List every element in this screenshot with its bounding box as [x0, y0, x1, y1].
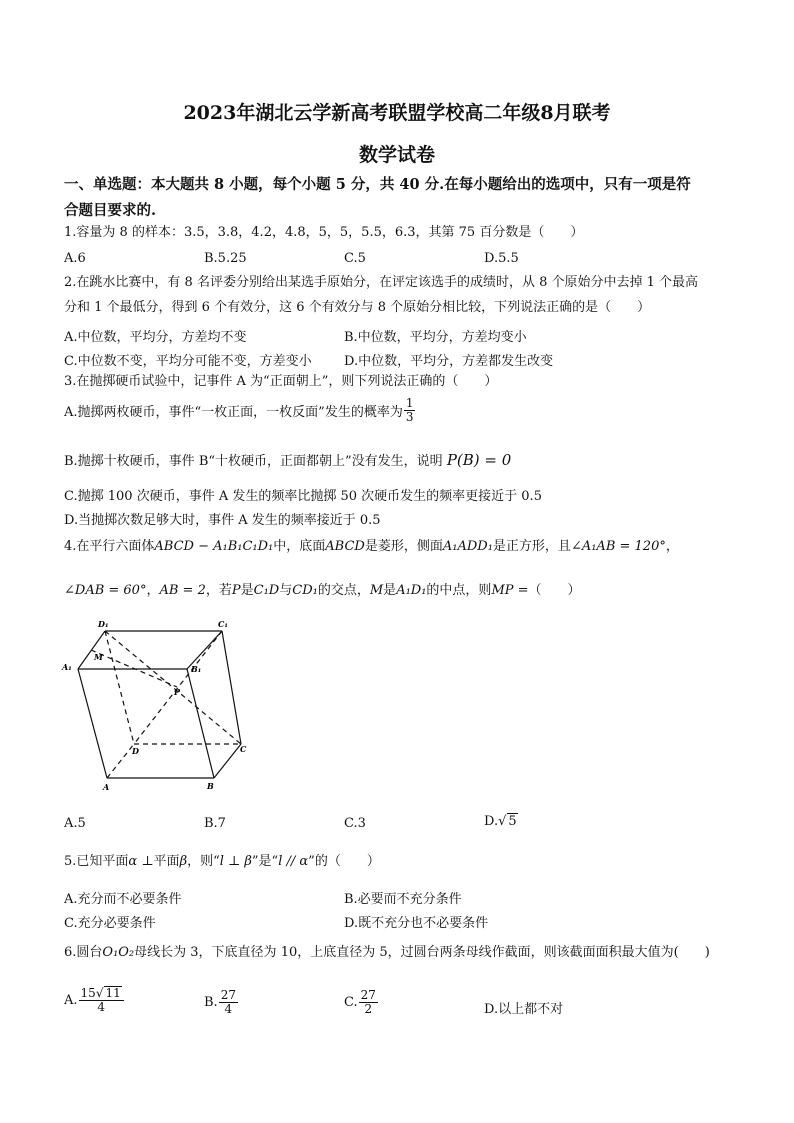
q5-stem	[64, 855, 380, 868]
q4-text: ，	[146, 583, 160, 598]
q3-option-b	[64, 450, 511, 469]
q4-text: 是	[240, 583, 254, 598]
q5-text: 平面	[153, 854, 180, 869]
q2-option-b: B.中位数，平均分，方差均变小	[344, 330, 527, 345]
q4-option-d-radicand: 5	[508, 814, 517, 829]
q5-option-d: D.既不充分也不必要条件	[344, 916, 489, 931]
q4-angle1: ∠A₁AB = 120°	[570, 539, 666, 554]
label-p: P	[174, 687, 181, 697]
q3-stem: 3.在抛掷硬币试验中，记事件 A 为“正面朝上”，则下列说法正确的（ ）	[64, 374, 498, 389]
q5-math-l-perp-beta: l ⊥ β	[219, 854, 252, 869]
q2-option-a: A.中位数，平均分，方差均不变	[64, 330, 247, 345]
edge-d1d	[105, 631, 134, 744]
q4-text: ，若	[205, 583, 232, 598]
q3-option-a-fraction	[404, 397, 416, 424]
q1-option-c: C.5	[344, 251, 366, 266]
q6-option-b-numerator: 27	[220, 988, 236, 1002]
label-c1: C₁	[218, 619, 228, 629]
sqrt-icon: √	[498, 814, 507, 829]
edge-ad	[107, 744, 134, 778]
q5-text: ”的（ ）	[308, 854, 380, 869]
label-d: D	[132, 746, 139, 756]
q6-option-d: D.以上都不对	[484, 1002, 564, 1017]
q4-c1d: C₁D	[253, 583, 280, 598]
q6-option-c	[344, 989, 379, 1016]
q1-option-a: A.6	[64, 251, 86, 266]
label-d1: D₁	[98, 619, 109, 629]
q2-option-c: C.中位数不变，平均分可能不变，方差变小	[64, 354, 312, 369]
q6-option-c-numerator: 27	[360, 988, 376, 1002]
q2-stem-line1: 2.在跳水比赛中，有 8 名评委分别给出某选手原始分，在评定该选手的成绩时，从 8 个原始分中去掉 1 个最高	[64, 275, 699, 290]
q6-option-a	[64, 986, 125, 1014]
q3-option-b-text: B.抛掷十枚硬币，事件 B“十枚硬币，正面都朝上”没有发生，说明	[64, 454, 443, 469]
q4-text: 是	[383, 583, 397, 598]
edge-bc	[214, 744, 241, 778]
q3-fraction-denominator: 3	[405, 410, 414, 425]
q4-option-c: C.3	[344, 816, 366, 831]
q1-option-d: D.5.5	[484, 251, 519, 266]
q5-math-l-parallel-alpha: l // α	[278, 854, 309, 869]
q4-base: ABCD	[325, 539, 365, 554]
q4-prism: ABCD − A₁B₁C₁D₁	[154, 539, 274, 554]
q3-option-c: C.抛掷 100 次硬币，事件 A 发生的频率比抛掷 50 次硬币发生的频率更接近于 0.5	[64, 489, 542, 504]
q4-text: （ ）	[528, 583, 581, 598]
q5-text: ”是“	[251, 854, 279, 869]
q6-option-c-fraction	[359, 989, 378, 1016]
q4-m: M	[369, 583, 384, 598]
q5-math-alpha: α ⊥	[128, 854, 154, 869]
label-b: B	[207, 781, 214, 791]
q4-text: 的交点，	[317, 583, 370, 598]
q6-option-c-denominator: 2	[364, 1002, 373, 1017]
q3-option-b-math: P(B) = 0	[446, 451, 512, 469]
q5-text: 5.已知平面	[64, 854, 129, 869]
q6-option-a-denominator: 4	[97, 1000, 105, 1015]
q4-a1d1: A₁D₁	[396, 583, 427, 598]
q6-frustum-name: O₁O₂	[102, 945, 135, 960]
q5-math-beta: β	[179, 854, 188, 869]
q5-text: ，则“	[187, 854, 220, 869]
q6-stem	[64, 946, 710, 959]
q6-option-b-denominator: 4	[224, 1002, 233, 1017]
q6-option-a-radicand: 11	[105, 986, 121, 1000]
q4-text: 中，底面	[273, 539, 326, 554]
edge-a1a	[78, 669, 107, 778]
q5-option-c: C.充分必要条件	[64, 916, 156, 931]
q6-option-a-fraction	[79, 986, 124, 1014]
q3-option-a-text: A.抛掷两枚硬币，事件“一枚正面，一枚反面”发生的概率为	[64, 405, 403, 421]
q4-mp: MP =	[491, 583, 529, 598]
q5-option-b: B.必要而不充分条件	[344, 892, 462, 907]
q1-option-b: B.5.25	[204, 251, 247, 266]
q4-text: 是正方形，且	[492, 539, 571, 554]
label-a1: A₁	[62, 662, 72, 672]
edge-c1c	[222, 631, 241, 744]
q5-option-a: A.充分而不必要条件	[64, 892, 182, 907]
exam-subtitle: 数学试卷	[358, 144, 435, 166]
q4-p: P	[231, 583, 241, 598]
q1-stem: 1.容量为 8 的样本：3.5，3.8，4.2，4.8，5，5，5.5，6.3，其第 75 百分数是（ ）	[64, 225, 584, 240]
q6-option-b-fraction	[219, 989, 238, 1016]
sqrt-icon: √	[95, 986, 104, 1000]
q4-text: 的中点，则	[426, 583, 492, 598]
q4-text: 4.在平行六面体	[64, 539, 155, 554]
q6-option-a-coef: 15	[80, 986, 96, 1000]
q6-option-b-prefix: B.	[204, 995, 218, 1011]
q4-option-d-prefix: D.	[484, 814, 499, 829]
diagonal-d1c	[105, 631, 241, 744]
label-a: A	[103, 782, 110, 792]
q2-option-d: D.中位数，平均分，方差都发生改变	[344, 354, 554, 369]
q4-angle2: ∠DAB = 60°	[64, 583, 147, 598]
parallelepiped-figure	[60, 618, 260, 798]
q4-option-d	[484, 813, 518, 829]
section-heading-line1: 一、单选题：本大题共 8 小题，每个小题 5 分，共 40 分.在每小题给出的选项中，只有一项是符	[64, 176, 691, 193]
q4-cd1: CD₁	[292, 583, 318, 598]
section-heading-line2: 合题目要求的.	[64, 202, 157, 219]
q4-text: 是菱形，侧面	[364, 539, 443, 554]
q4-option-a: A.5	[64, 816, 86, 831]
q3-option-a	[64, 397, 416, 424]
q6-option-b	[204, 989, 239, 1016]
label-c: C	[240, 744, 247, 754]
q6-text: 6.圆台	[64, 945, 103, 960]
q2-stem-line2: 分和 1 个最低分，得到 6 个有效分，这 6 个有效分与 8 个原始分相比较，下列说法正确的是（ ）	[64, 300, 651, 315]
q6-option-a-prefix: A.	[64, 992, 78, 1008]
q6-text: 母线长为 3，下底直径为 10，上底直径为 5，过圆台两条母线作截面，则该截面面积最大值为( )	[134, 945, 710, 960]
exam-title: 2023年湖北云学新高考联盟学校高二年级8月联考	[183, 102, 611, 124]
q4-face: A₁ADD₁	[442, 539, 493, 554]
q6-option-a-numerator	[79, 986, 124, 1001]
q4-ab: AB = 2	[159, 583, 206, 598]
q4-text: 与	[279, 583, 293, 598]
q6-option-c-prefix: C.	[344, 995, 358, 1011]
q4-option-b: B.7	[204, 816, 226, 831]
q3-fraction-numerator: 1	[405, 396, 414, 410]
q4-text: ，	[665, 539, 679, 554]
q4-stem-line2	[64, 584, 581, 597]
label-m: M	[94, 652, 103, 662]
edge-b1b	[187, 669, 214, 778]
q4-stem-line1	[64, 540, 679, 553]
label-b1: B₁	[191, 664, 202, 674]
q3-option-d: D.当抛掷次数足够大时，事件 A 发生的频率接近于 0.5	[64, 513, 381, 528]
